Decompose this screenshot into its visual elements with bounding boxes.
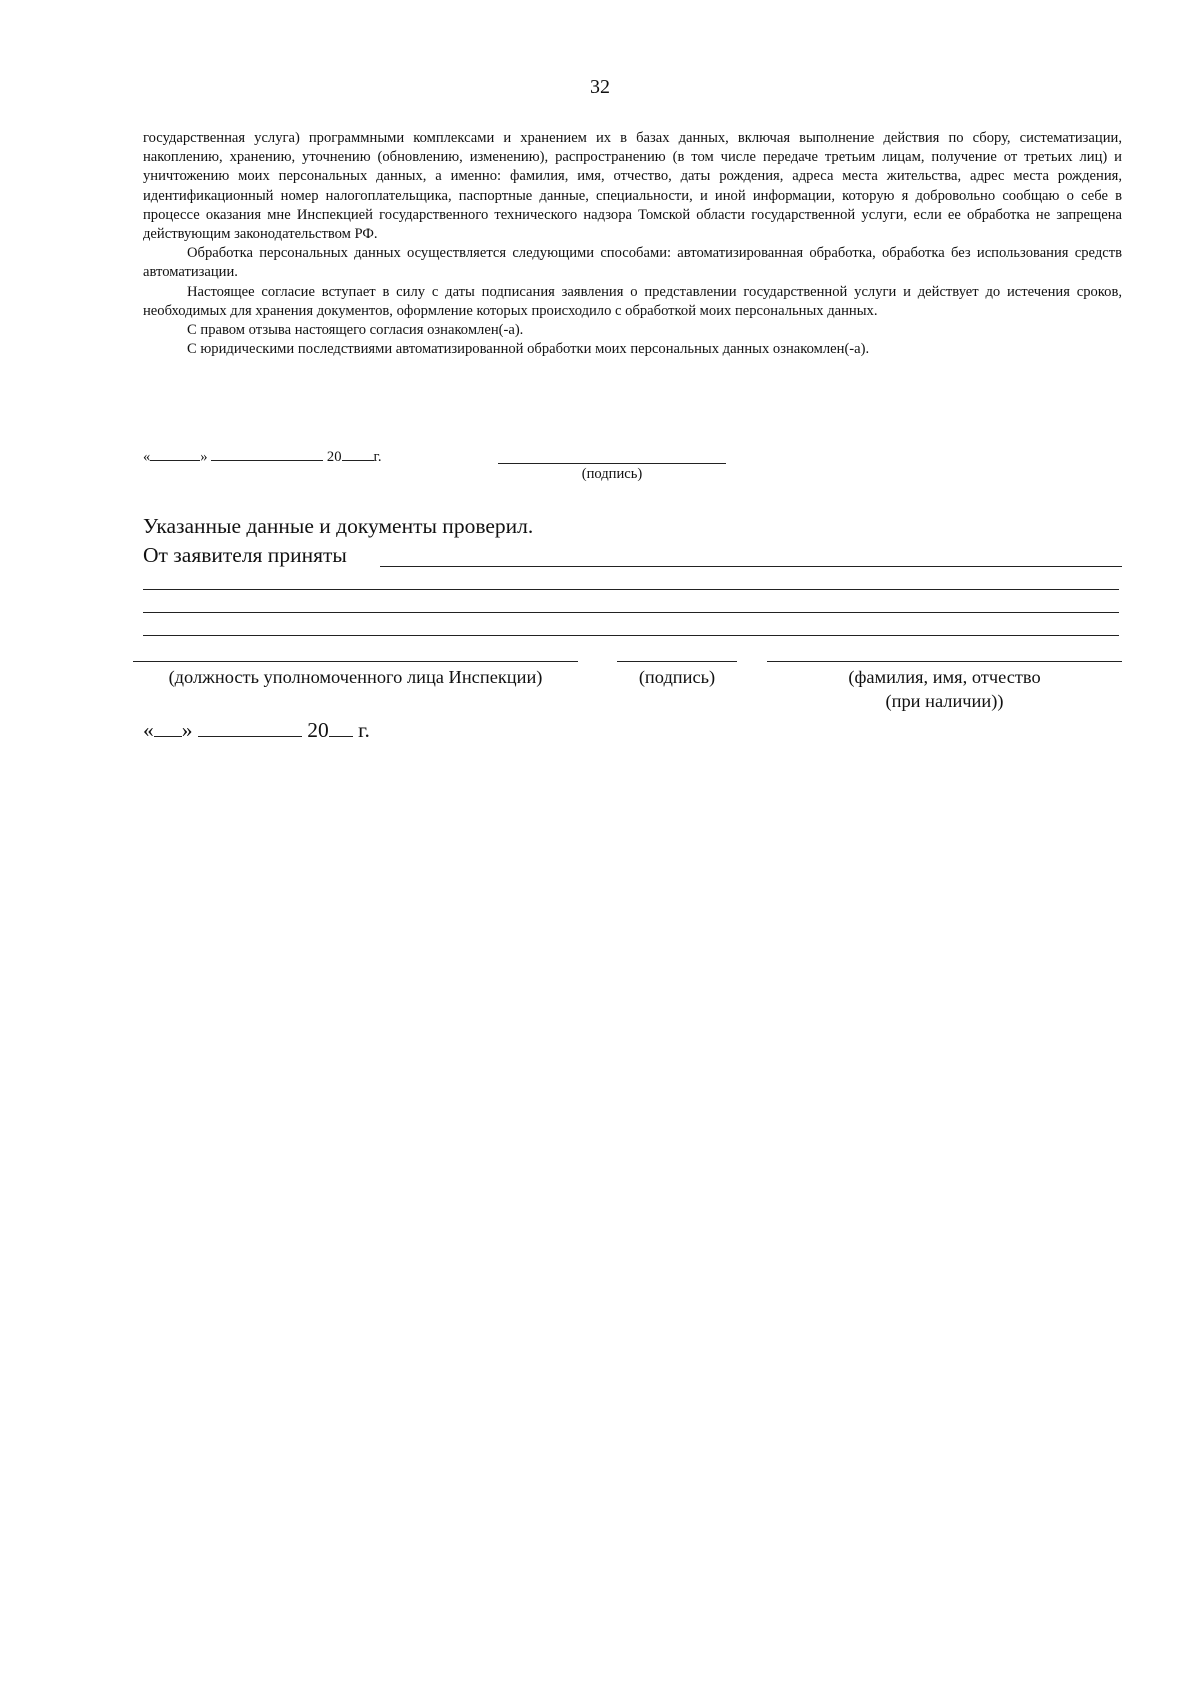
year-suffix: г. (373, 449, 382, 465)
official-name-caption-line1: (фамилия, имя, отчество (848, 667, 1041, 687)
year-prefix: 20 (326, 449, 342, 465)
documents-line-3[interactable] (143, 612, 1119, 613)
month-blank[interactable] (198, 716, 302, 737)
page-number: 32 (590, 76, 610, 98)
official-signature-caption: (подпись) (638, 667, 716, 687)
date-close-quote: » (200, 449, 208, 465)
year-prefix: 20 (307, 718, 329, 742)
applicant-date-line (143, 446, 382, 466)
date-close-quote: » (181, 718, 193, 742)
documents-line-4[interactable] (143, 635, 1119, 636)
day-blank[interactable] (154, 716, 182, 737)
consent-text (143, 129, 1122, 359)
documents-line-2[interactable] (143, 589, 1119, 590)
year-suffix: г. (358, 718, 370, 742)
date-open-quote: « (143, 449, 151, 465)
consent-paragraph-2: Обработка персональных данных осуществляется следующими способами: автоматизированная обработка, обработка без использования средств автоматизации. (143, 245, 1122, 281)
date-open-quote: « (143, 718, 154, 742)
accepted-from-applicant-label: От заявителя приняты (143, 543, 347, 567)
year-blank[interactable] (342, 446, 374, 461)
day-blank[interactable] (150, 446, 200, 461)
year-blank[interactable] (329, 716, 353, 737)
official-date-line (143, 716, 370, 743)
applicant-signature-line[interactable] (498, 463, 726, 464)
accepted-documents-line[interactable] (380, 566, 1122, 567)
consent-paragraph-3: Настоящее согласие вступает в силу с даты подписания заявления о представлении государственной услуги и действует до истечения сроков, необходимых для хранения документов, оформление которых происходило с обработкой моих персональных данных. (143, 283, 1122, 319)
consent-paragraph-5: С юридическими последствиями автоматизированной обработки моих персональных данных ознакомлен(-а). (187, 341, 870, 358)
consent-paragraph-1: государственная услуга) программными комплексами и хранением их в базах данных, включая выполнение действия по сбору, систематизации, накоплению, хранению, уточнению (обновлению, изменению), распространению (в том числе передаче третьим лицам, получение от третьих лиц) и уничтожению моих персональных данных, а именно: фамилия, имя, отчество, даты рождения, адреса места жительства, адрес места рождения, идентификационный номер налогоплательщика, паспортные данные, специальности, и иной информации, которую я добровольно сообщаю о себе в процессе оказания мне Инспекцией государственного технического надзора Томской области государственной услуги, если ее обработка не запрещена действующим законодательством РФ. (143, 130, 1122, 243)
official-position-line[interactable] (133, 661, 578, 662)
verification-title: Указанные данные и документы проверил. (143, 514, 534, 538)
official-name-line[interactable] (767, 661, 1122, 662)
consent-paragraph-4: С правом отзыва настоящего согласия ознакомлен(-а). (187, 322, 524, 339)
month-blank[interactable] (211, 446, 323, 461)
applicant-signature-caption: (подпись) (581, 466, 643, 482)
official-signature-line[interactable] (617, 661, 737, 662)
official-position-caption: (должность уполномоченного лица Инспекции) (168, 667, 543, 687)
official-name-caption-line2: (при наличии)) (885, 691, 1004, 711)
